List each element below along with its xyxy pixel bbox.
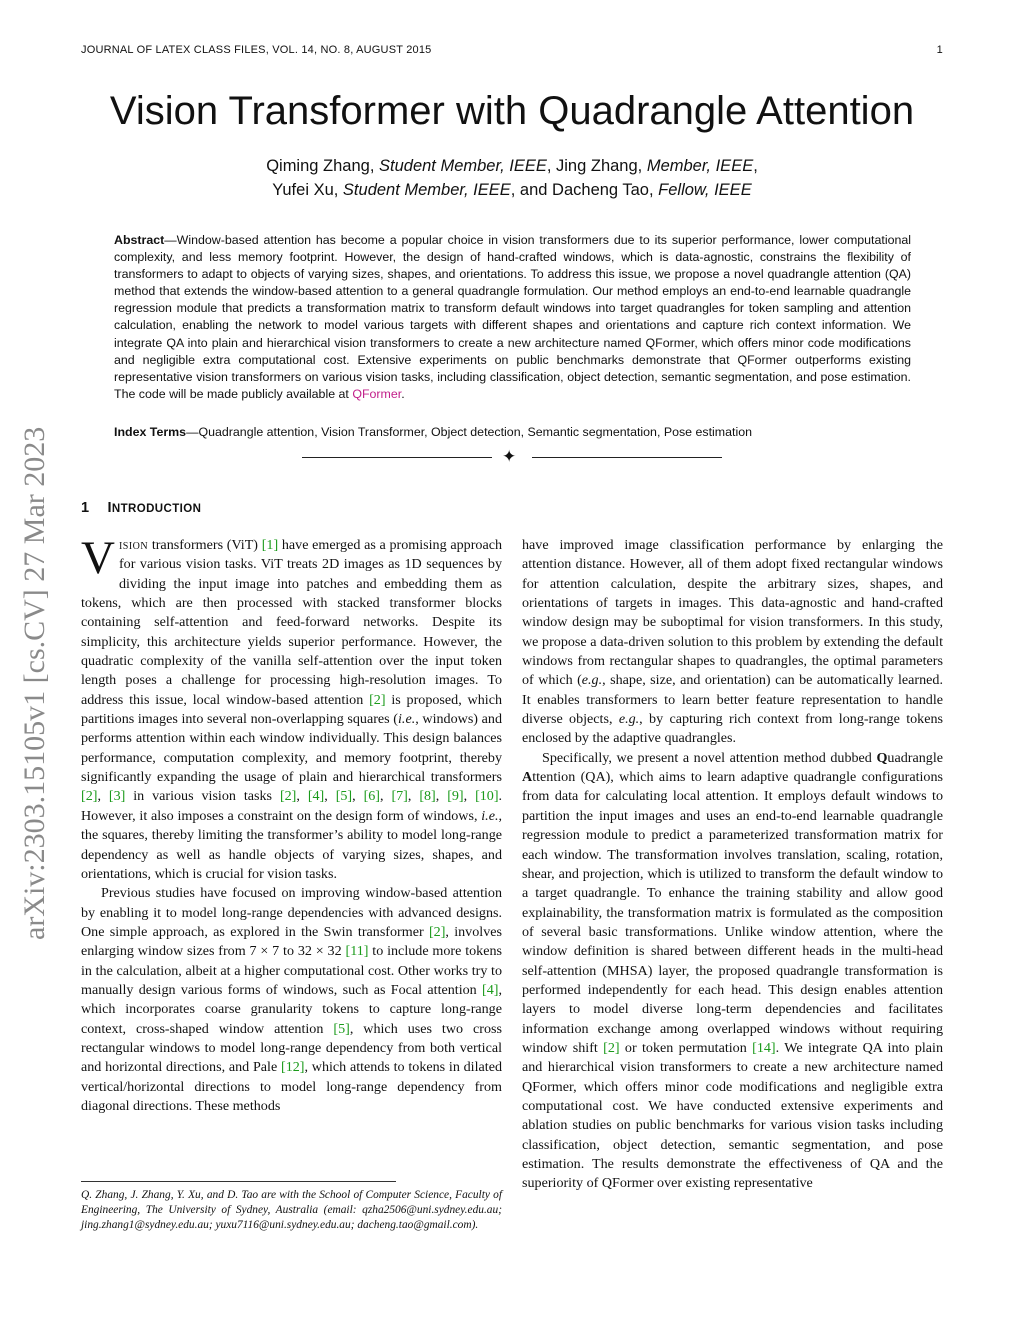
index-terms	[114, 424, 911, 441]
citation-link[interactable]: [4]	[307, 788, 325, 805]
author-name: , and Dacheng Tao,	[510, 181, 659, 199]
text-run: , by capturing rich context from long-range tokens enclosed by the adaptive quadrangles.	[522, 711, 943, 747]
author-name: Qiming Zhang,	[266, 157, 379, 175]
author-name: , Jing Zhang,	[546, 157, 647, 175]
text-run: ,	[97, 788, 109, 805]
abstract-text: —Window-based attention has become a popular choice in vision transformers due to its superior performance, lower computational complexity, and less memory footprint. However, the design of hand-crafted windows, which is data-agnostic, constrains the flexibility of transformers to adapt to objects of varying sizes, shapes, and orientations. To address this issue, we propose a novel quadrangle attention (QA) method that extends the window-based attention to a general quadrangle formulation. Our method employs an end-to-end learnable quadrangle regression module that predicts a transformation matrix to transform default windows into target quadrangles for token sampling and attention calculation, enabling the network to model various targets with different shapes and orientations and capture rich context information. We integrate QA into plain and hierarchical vision transformers to create a new architecture named QFormer, which offers minor code modifications and negligible extra computational cost. Extensive experiments on public benchmarks demonstrate that QFormer outperforms existing representative vision transformers on various vision tasks, including classification, object detection, semantic segmentation, and pose estimation. The code will be made publicly available at	[114, 233, 911, 401]
text-run: , involves enlarging window sizes from 7 × 7 to 32 × 32	[81, 923, 502, 960]
citation-link[interactable]: [8]	[419, 788, 436, 805]
divider-star-icon: ✦	[502, 447, 517, 466]
text-run: ,	[435, 788, 448, 805]
section-title-rest: NTRODUCTION	[111, 503, 202, 515]
author-list	[120, 154, 904, 202]
text-run: ,	[380, 788, 392, 805]
paragraph	[522, 749, 943, 1194]
qformer-link[interactable]: QFormer	[352, 386, 402, 401]
text-run: or token permutation	[619, 1039, 753, 1056]
text-run: ,	[296, 788, 308, 805]
citation-link[interactable]: [2]	[603, 1039, 620, 1056]
text-run: ttention	[532, 769, 576, 786]
text-run: e.g.	[581, 672, 603, 689]
citation-link[interactable]: [1]	[261, 537, 279, 553]
citation-link[interactable]: [12]	[281, 1059, 305, 1076]
text-run: is proposed, which partitions images into several non-overlapping squares (	[81, 691, 502, 728]
citation-link[interactable]: [5]	[335, 788, 353, 805]
citation-link[interactable]: [14]	[752, 1039, 776, 1056]
text-run: , windows) and performs attention within each window individually. This design balances performance, computation complexity, and memory footprint, thereby significantly expanding the usage of plain and hierarchical transformers	[81, 711, 502, 786]
author-membership: Member, IEEE	[646, 157, 754, 175]
text-run: transformers (ViT)	[148, 537, 262, 553]
text-run: to include more tokens in the calculation, albeit at a higher computational cost. Other works try to manually design various forms of windows, such as Focal attention	[81, 943, 503, 998]
text-run: in various vision tasks	[125, 788, 280, 805]
text-run: , which attends to tokens in dilated vertical/horizontal directions to model long-range dependency from diagonal directions. These methods	[81, 1059, 502, 1114]
author-separator: ,	[753, 157, 758, 175]
text-run: ,	[407, 788, 420, 805]
author-name: Yufei Xu,	[272, 181, 343, 199]
citation-link[interactable]: [9]	[447, 788, 464, 805]
author-membership: Fellow, IEEE	[658, 181, 752, 199]
lead-word: ision	[118, 537, 149, 553]
paragraph	[81, 532, 503, 884]
running-head-text: JOURNAL OF LATEX CLASS FILES, VOL. 14, NO. 8, AUGUST 2015	[81, 44, 432, 56]
index-terms-label: Index Terms	[114, 425, 187, 439]
abstract	[114, 232, 911, 403]
left-column	[81, 532, 503, 1116]
text-run: Q	[876, 749, 888, 766]
running-header	[81, 44, 943, 56]
citation-link[interactable]: [2]	[279, 788, 297, 805]
text-run: , the squares, thereby limiting the transformer’s ability to model long-range dependency as well as handle objects of varying sizes, shapes, and orientations, which is crucial for vision tasks.	[81, 807, 502, 882]
arxiv-stamp: arXiv:2303.15105v1 [cs.CV] 27 Mar 2023	[18, 426, 51, 940]
text-run: uadrangle	[887, 749, 943, 766]
citation-link[interactable]: [6]	[363, 788, 380, 805]
section-number: 1	[81, 500, 90, 516]
citation-link[interactable]: [7]	[391, 788, 408, 805]
section-divider	[302, 449, 722, 467]
text-run: , which uses two cross rectangular windows to model long-range dependency from both vertical and horizontal directions, and Pale	[81, 1020, 502, 1076]
text-run: Specifically, we present a novel attention method dubbed	[542, 749, 877, 766]
citation-link[interactable]: [2]	[81, 788, 98, 805]
text-run: . However, it also imposes a constraint on the design form of windows,	[81, 788, 503, 824]
text-run: , which incorporates coarse granularity tokens to capture long-range context, cross-shaped window attention	[81, 981, 502, 1037]
paragraph	[81, 884, 502, 1116]
divider-line-right	[532, 457, 722, 458]
citation-link[interactable]: [2]	[369, 691, 386, 708]
text-run: have improved image classification performance by enlarging the attention distance. However, all of them adopt fixed rectangular windows for attention calculation, despite the arbitrary sizes, shapes, and orientations of targets in images. This data-agnostic and hand-crafted window design may be suboptimal for vision transformers. In this study, we propose a data-driven solution to this problem by extending the default windows from rectangular shapes to quadrangles, the optimal parameters of which (	[522, 537, 943, 689]
abstract-end: .	[401, 386, 405, 401]
text-run: (QA), which aims to learn adaptive quadrangle configurations from data for calculating local attention. It employs default windows to partition the input images and uses an end-to-end learnable quadrangle regression module to predict a parameterized transformation matrix for each window. The transformation involves translation, scaling, rotation, shear, and projection, which is utilized to transform the default window to a target quadrangle. To enhance the training stability and allow good explainability, the transformation matrix is formulated as the composition of several basic transformations. Unlike window attention, where the window definition is shared between different heads in the multi-head self-attention (MHSA) layer, the proposed quadrangle transformation is performed independently for each head. This design enables attention layers to model diverse long-term dependencies and facilitates information exchange among overlapped windows without requiring window shift	[522, 769, 943, 1056]
affiliation-footnote: Q. Zhang, J. Zhang, Y. Xu, and D. Tao are with the School of Computer Science, Faculty of Engineering, The University of Sydney, Australia (email: qzha2506@uni.sydney.edu.au; jing.zhang1@sydney.edu.au; yuxu7116@uni.sydney.edu.au; dacheng.tao@gmail.com).	[81, 1189, 502, 1231]
paper-title: Vision Transformer with Quadrangle Attention	[109, 89, 915, 133]
text-run: i.e.	[398, 711, 416, 728]
text-run: . We integrate QA into plain and hierarchical vision transformers to create a new architecture named QFormer, which offers minor code modifications and negligible extra computational cost. We have conducted extensive experiments and ablation studies on public benchmarks for various vision tasks including classification, object detection, semantic segmentation, and pose estimation. The results demonstrate the effectiveness of QA and the superiority of QFormer over existing representative	[522, 1039, 943, 1192]
author-membership: Student Member, IEEE	[342, 181, 511, 199]
index-terms-text: —Quadrangle attention, Vision Transformer, Object detection, Semantic segmentation, Pose estimation	[186, 425, 752, 439]
abstract-label: Abstract	[114, 233, 165, 247]
text-run: , shape, size, and orientation) can be automatically learned. It enables transformers to learn better feature representation to handle diverse objects,	[522, 672, 943, 728]
author-membership: Student Member, IEEE	[379, 157, 547, 175]
text-run: e.g.	[618, 711, 640, 728]
divider-line-left	[302, 457, 492, 458]
text-run: ,	[324, 788, 336, 805]
page-number: 1	[936, 44, 943, 56]
citation-link[interactable]: [3]	[108, 788, 126, 805]
text-run: A	[522, 769, 533, 786]
citation-link[interactable]: [4]	[482, 981, 499, 998]
right-column	[522, 536, 943, 1194]
paragraph	[522, 536, 943, 749]
section-title-initial: I	[107, 500, 112, 516]
footnote-rule	[81, 1181, 396, 1182]
text-run: have emerged as a promising approach for various vision tasks. ViT treats 2D images as 1D sequences by dividing the input image into patches and embedding them as tokens, which are then processed with stacked transformer blocks containing self-attention and feed-forward networks. Despite its simplicity, this architecture yields superior performance. However, the quadratic complexity of the vanilla self-attention over the input token length poses a challenge for processing high-resolution images. To address this issue, local window-based attention	[81, 537, 503, 708]
text-run: Previous studies have focused on improving window-based attention by enabling it to model long-range dependencies with advanced designs. One simple approach, as explored in the Swin transformer	[81, 885, 502, 940]
text-run: ,	[463, 788, 476, 805]
text-run: i.e.	[481, 807, 499, 824]
citation-link[interactable]: [5]	[333, 1020, 350, 1037]
drop-cap: V	[81, 532, 115, 584]
citation-link[interactable]: [11]	[345, 943, 369, 960]
section-heading	[81, 500, 201, 516]
text-run: ,	[352, 788, 364, 805]
citation-link[interactable]: [10]	[475, 788, 499, 805]
citation-link[interactable]: [2]	[428, 923, 446, 940]
